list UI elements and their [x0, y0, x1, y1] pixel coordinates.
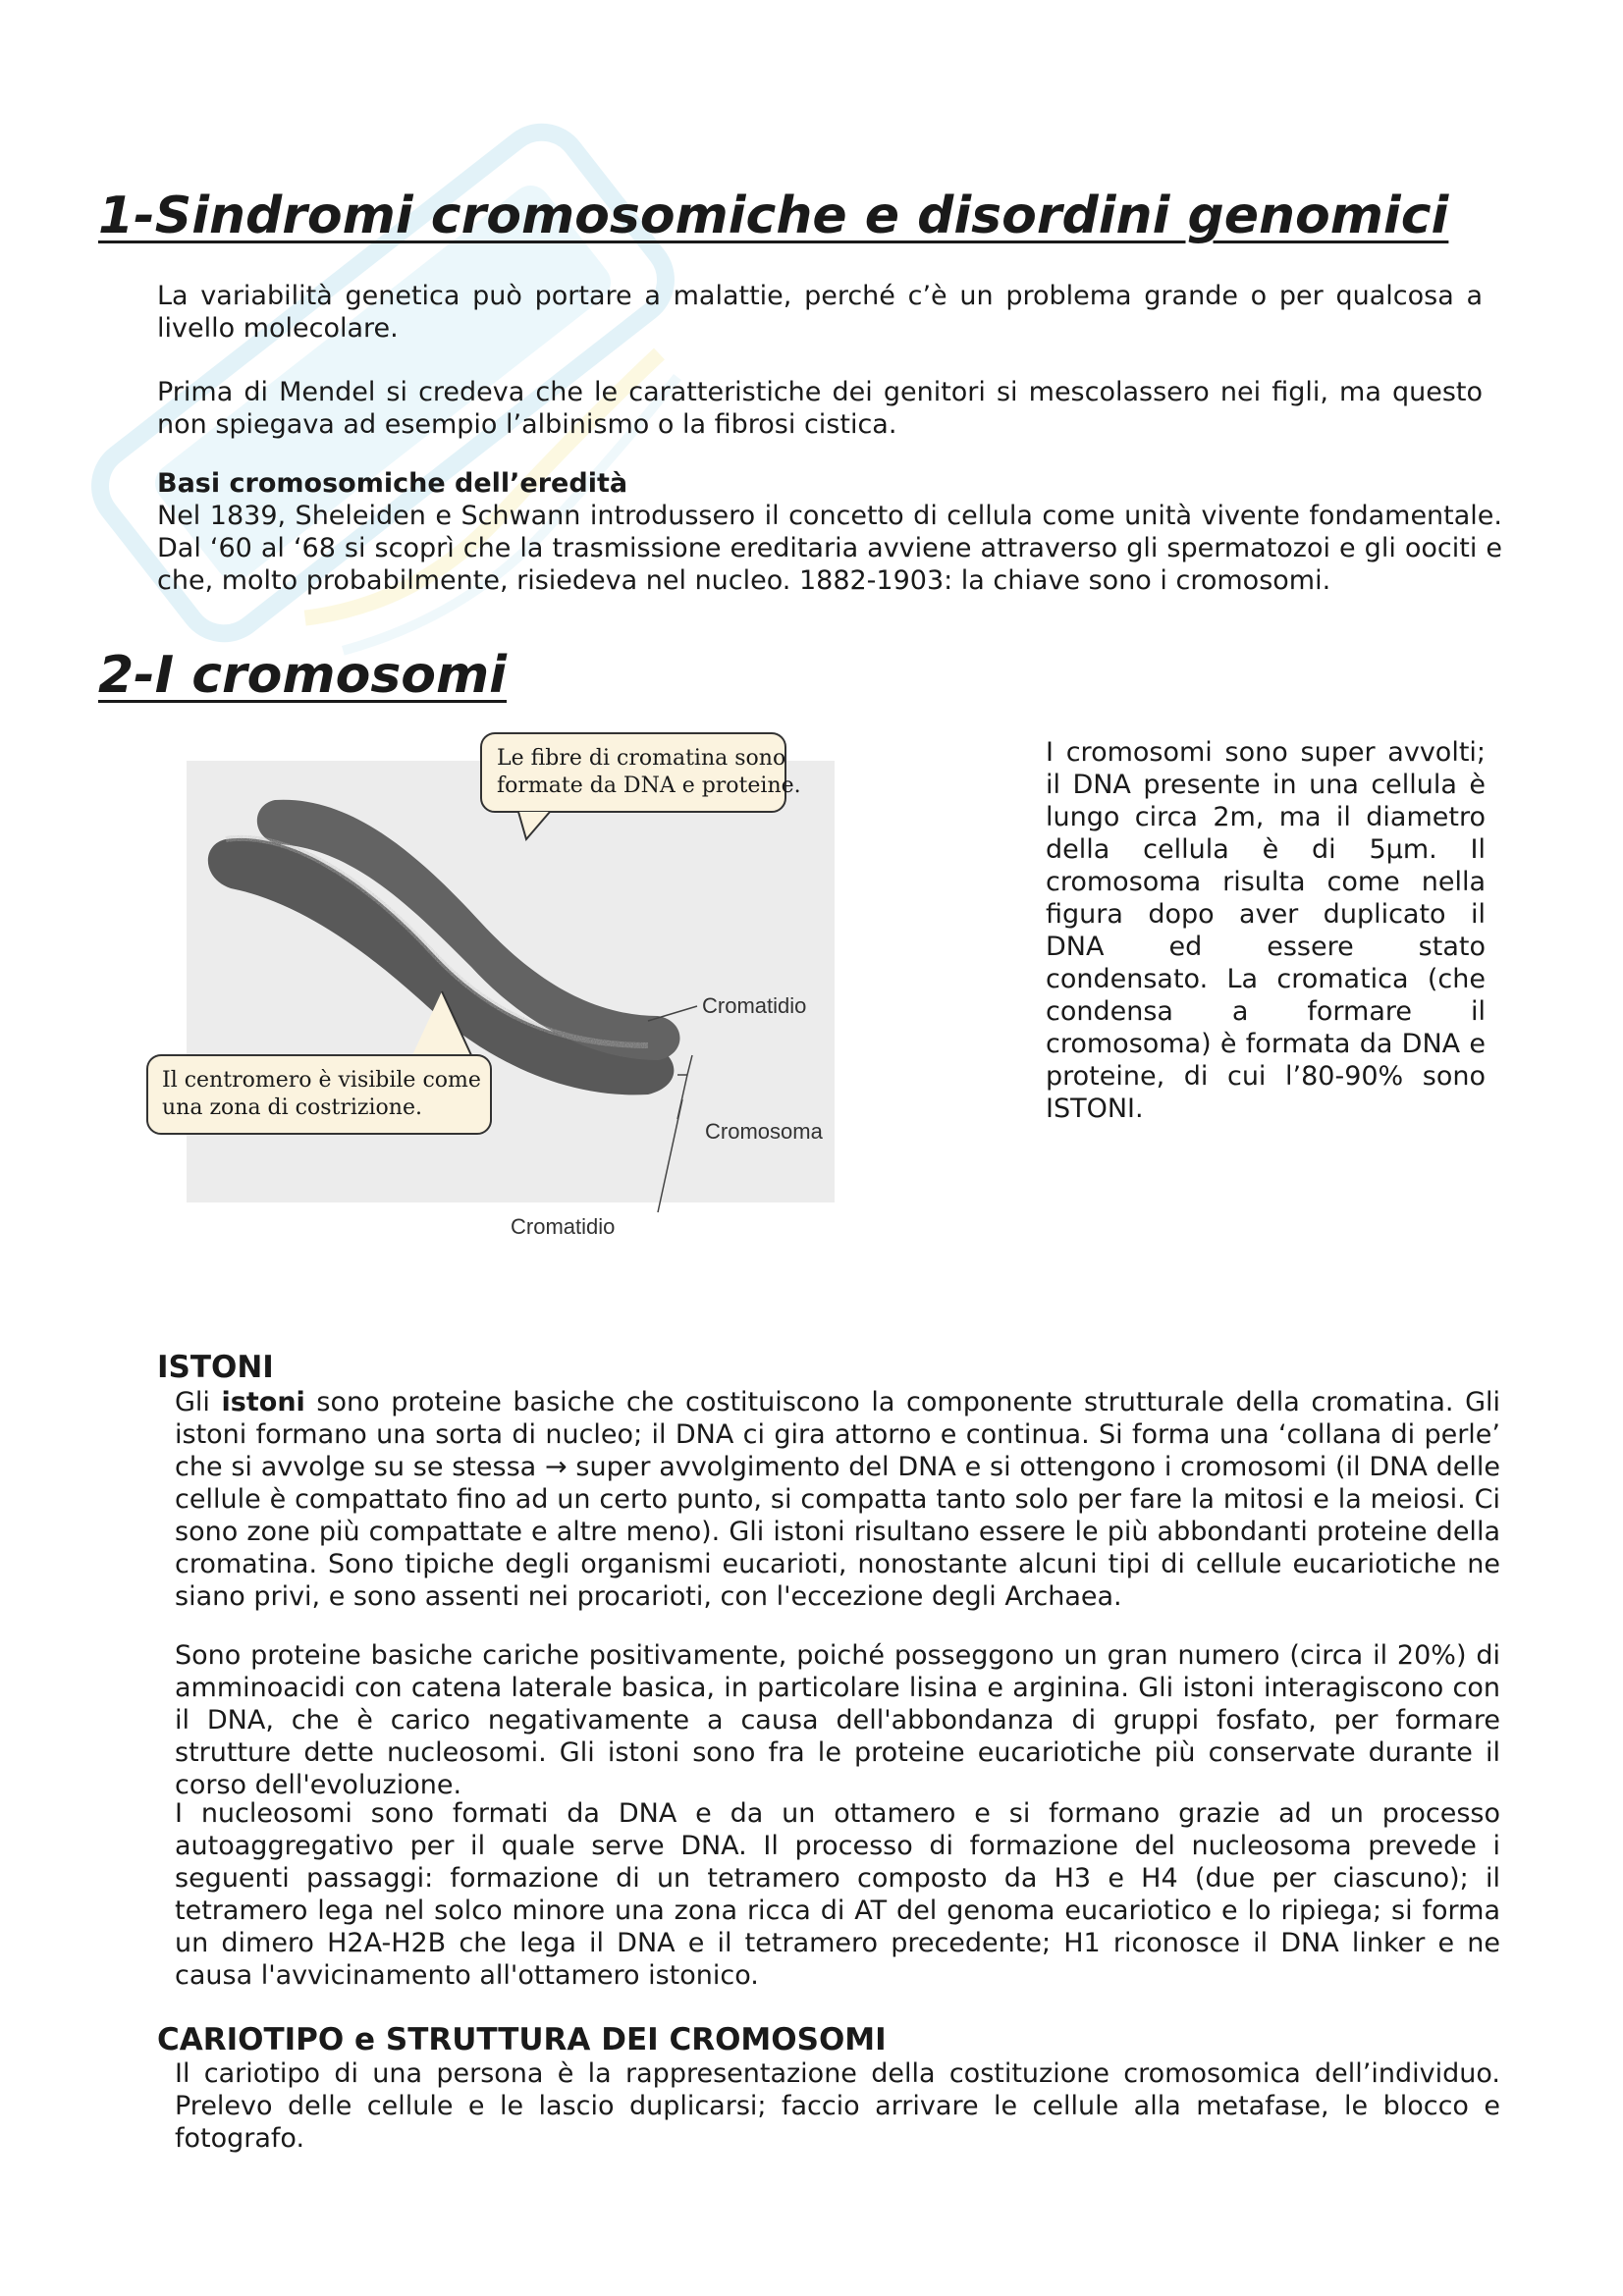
section1-para3: Nel 1839, Sheleiden e Schwann introdussero il concetto di cellula come unità vivente fondamentale. Dal ‘60 al ‘68 si scoprì che la trasmissione ereditaria avviene attraverso gli spermatozoi e gli oociti e che, molto probabilmente, risiedeva nel nucleo. 1882-1903: la chiave sono i cromosomi. [157, 501, 1502, 596]
label-cromatidio-2: Cromatidio [511, 1214, 616, 1239]
callout-bottom-line1: Il centromero è visibile come [162, 1068, 481, 1093]
label-cromatidio-1: Cromatidio [702, 993, 807, 1018]
istoni-heading: ISTONI [157, 1350, 274, 1385]
section2-title: 2-I cromosomi [98, 646, 507, 705]
section1-para2: Prima di Mendel si credeva che le caratteristiche dei genitori si mescolassero nei figli, ma questo non spiegava ad esempio l’albinismo o la fibrosi cistica. [157, 377, 1483, 440]
callout-top-line1: Le fibre di cromatina sono [497, 746, 786, 771]
section1-title: 1-Sindromi cromosomiche e disordini genomici [98, 187, 1449, 245]
section1-subheading: Basi cromosomiche dell’eredità [157, 468, 628, 499]
chromosome-figure [162, 721, 823, 1252]
label-cromosoma: Cromosoma [705, 1119, 823, 1144]
istoni-para2: Sono proteine basiche cariche positivamente, poiché posseggono un gran numero (circa il 20%) di amminoacidi con catena laterale basica, in particolare lisina e arginina. Gli istoni interagiscono con il DNA, che è carico negativamente a causa dell'abbondanza di gruppi fosfato, per formare strutture dette nucleosomi. Gli istoni sono fra le proteine eucariotiche più conservate durante il corso dell'evoluzione. [175, 1640, 1500, 1800]
istoni-intro-bold: istoni [221, 1387, 305, 1417]
callout-bottom-line2: una zona di costrizione. [162, 1095, 422, 1120]
istoni-para3: I nucleosomi sono formati da DNA e da un ottamero e si formano grazie ad un processo autoaggregativo per il quale serve DNA. Il processo di formazione del nucleosoma prevede i seguenti passaggi: formazione di un tetramero composto da H3 e H4 (due per ciascuno); il tetramero lega nel solco minore una zona ricca di AT del genoma eucariotico e lo ripiega; si forma un dimero H2A-H2B che lega il DNA e il tetramero precedente; H1 riconosce il DNA linker e ne causa l'avvicinamento all'ottamero istonico. [175, 1798, 1500, 1991]
istoni-intro-rest: sono proteine basiche che costituiscono la componente strutturale della cromatina. Gli istoni formano una sorta di nucleo; il DNA ci gira attorno e continua. Si forma una ‘collana di perle’ che si avvolge su se stessa → super avvolgimento del DNA e si ottengono i cromosomi (il DNA delle cellule è compattato fino ad un certo punto, si compatta tanto solo per fare la mitosi e la meiosi. Ci sono zone più compattate e altre meno). Gli istoni risultano essere le più abbondanti proteine della cromatina. Sono tipiche degli organismi eucarioti, nonostante alcuni tipi di cellule eucariotiche ne siano privi, e sono assenti nei procarioti, con l'eccezione degli Archaea. [175, 1387, 1500, 1612]
cariotipo-heading: CARIOTIPO e STRUTTURA DEI CROMOSOMI [157, 2022, 887, 2057]
callout-top-line2: formate da DNA e proteine. [497, 774, 801, 798]
section1-para1: La variabilità genetica può portare a malattie, perché c’è un problema grande o per qualcosa a livello molecolare. [157, 281, 1483, 344]
cariotipo-para1: Il cariotipo di una persona è la rappresentazione della costituzione cromosomica dell’individuo. Prelevo delle cellule e le lascio duplicarsi; faccio arrivare le cellule alla metafase, le blocco e fotografo. [175, 2058, 1500, 2154]
istoni-para1 [175, 1386, 1500, 1613]
istoni-intro-prefix: Gli [175, 1387, 222, 1417]
side-text: I cromosomi sono super avvolti; il DNA presente in una cellula è lungo circa 2m, ma il diametro della cellula è di 5µm. Il cromosoma risulta come nella figura dopo aver duplicato il DNA ed essere stato condensato. La cromatica (che condensa a formare il cromosoma) è formata da DNA e proteine, di cui l’80-90% sono ISTONI. [1046, 737, 1486, 1124]
